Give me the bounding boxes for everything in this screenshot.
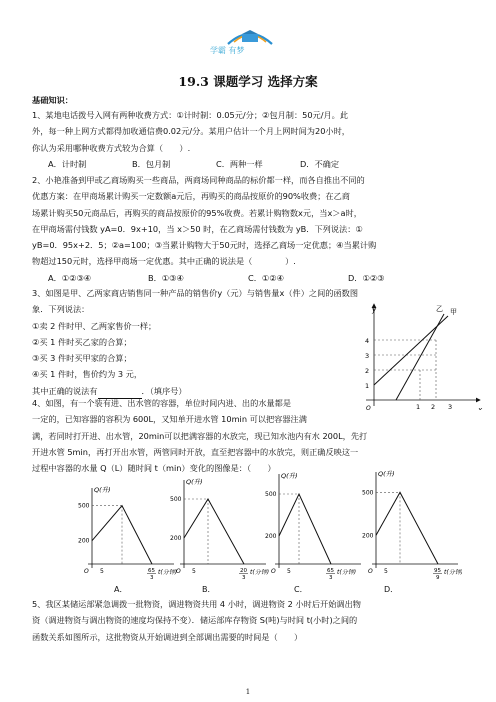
q1-option-d: D．不确定 — [300, 158, 340, 169]
q-axis-label: Q(升) — [186, 478, 203, 486]
q2-line: 场累计购买50元商品后，再购买的商品按原价的95%收费。若累计购物数x元，当x＞a时， — [32, 207, 362, 218]
tick-500: 500 — [78, 502, 90, 510]
tick-end-num: 65 — [148, 568, 155, 574]
svg-text:4: 4 — [365, 337, 370, 345]
q4-line: 满，若同时打开进、出水管，20min可以把满容器的水放完，现已知水池内有水 200L，先打 — [32, 430, 368, 441]
tick-end-den: 3 — [329, 575, 333, 580]
t-axis-label: t(分钟) — [444, 569, 462, 576]
q2-line: 2、小艳准备到甲或乙商场购买一些商品，两商场同种商品的标价都一样，而各自推出不同的 — [32, 175, 365, 185]
svg-text:2: 2 — [365, 367, 370, 375]
svg-text:1: 1 — [365, 382, 370, 390]
question-2 — [32, 172, 468, 286]
tick-5: 5 — [287, 568, 291, 575]
y-axis-label: y — [372, 306, 377, 314]
graph-letter-c: C． — [294, 585, 308, 594]
q5-line: 资（调进物资与调出物资的速度均保持不变）．储运部库存物资 S(吨)与时间 t(小时)之间的 — [32, 615, 358, 626]
q1-line: 1、某地电话拨号入网有两种收费方式：①计时制：0.05元/分；②包月制：50元/月。此 — [32, 110, 349, 120]
graph-letter-d: D． — [384, 585, 399, 594]
q4-graph-a[interactable] — [78, 480, 178, 584]
svg-text:3: 3 — [448, 403, 453, 410]
origin-label: O — [271, 568, 276, 575]
tick-200: 200 — [170, 535, 182, 542]
x-axis-label: x — [478, 406, 483, 410]
q4-line: 4、如图，有一个装有进、出水管的容器，单位时间内进、出的水量都是 — [32, 398, 292, 408]
tick-end-den: 3 — [150, 575, 154, 580]
page-number: 1 — [245, 688, 251, 696]
header-logo — [190, 22, 310, 56]
tick-end-den: 3 — [242, 575, 246, 580]
q4-graph-c[interactable] — [265, 466, 365, 584]
q2-options — [32, 270, 468, 286]
question-1 — [32, 107, 468, 172]
q2-line: yB=0．95x+2．5；②a=100；③当累计购物大于50元时，选择乙商场一定优惠；④当累计购 — [32, 240, 377, 251]
label-yi: 乙 — [436, 305, 443, 313]
origin-label: O — [176, 568, 181, 575]
t-axis-label: t(分钟) — [250, 569, 270, 576]
q4-line: 一定的，已知容器的容积为 600L，又知单开进水管 10min 可以把容器注满 — [32, 414, 307, 425]
svg-text:2: 2 — [431, 403, 436, 410]
tick-500: 500 — [362, 489, 374, 497]
tick-500: 500 — [170, 496, 182, 503]
q1-option-c: C．两种一样 — [216, 158, 263, 169]
q5-line: 函数关系如图所示，这批物资从开始调进到全部调出需要的时间是（ ） — [32, 631, 303, 642]
t-axis-label: t(分钟) — [337, 569, 357, 576]
tick-end-den: 9 — [436, 575, 440, 580]
q2-option-d: D．①②③ — [348, 272, 385, 283]
q2-option-a: A．①②③④ — [48, 272, 92, 283]
section-heading: 基础知识： — [32, 95, 73, 105]
q-axis-label: Q(升) — [378, 470, 395, 478]
q5-line: 5、我区某储运部紧急调拨一批物资，调进物资共用 4 小时，调进物资 2 小时后开始调出物 — [32, 599, 361, 609]
q3-line: ①卖 2 件时甲、乙两家售价一样； — [32, 320, 157, 331]
q4-graph-d[interactable] — [362, 464, 462, 584]
q4-graph-b[interactable] — [170, 472, 270, 584]
tick-200: 200 — [265, 533, 277, 540]
tick-end-num: 65 — [327, 568, 334, 574]
q2-option-c: C．①②④ — [248, 272, 284, 283]
tick-5: 5 — [100, 568, 104, 575]
svg-text:3: 3 — [365, 352, 370, 360]
q-curve — [376, 492, 438, 564]
origin-label: O — [84, 568, 89, 575]
question-5 — [32, 596, 468, 645]
q3-line: ③买 3 件时买甲家的合算； — [32, 353, 132, 364]
svg-text:1: 1 — [416, 403, 421, 410]
q3-last-suffix: ．（填序号） — [141, 385, 187, 396]
origin-label: O — [366, 405, 371, 410]
q1-option-b: B．包月制 — [132, 158, 171, 169]
q3-last-prefix: 其中正确的说法有 — [32, 385, 98, 396]
q-axis-label: Q(升) — [281, 472, 298, 480]
origin-label: O — [368, 568, 373, 575]
q4-line: 开进水管 5min，再打开出水管，两管同时开放，直至把容器中的水放完，则正确反映这一 — [32, 446, 359, 457]
t-axis-label: t(分钟) — [158, 569, 178, 576]
tick-200: 200 — [362, 532, 374, 540]
q4-line: 过程中容器的水量 Q（L）随时间 t（min）变化的图像是：（ ） — [32, 463, 276, 474]
tick-5: 5 — [384, 568, 388, 575]
q-axis-label: Q(升) — [94, 486, 111, 494]
q1-option-a: A．计时制 — [48, 158, 87, 169]
q3-line: 3、如图是甲、乙两家商店销售同一种产品的销售价y（元）与销售量x（件）之间的函数图 — [32, 288, 359, 298]
label-jia: 甲 — [450, 308, 457, 316]
graph-letter-a: A． — [114, 585, 128, 594]
page-title: 19.3 课题学习 选择方案 — [178, 74, 318, 89]
q-curve — [279, 494, 331, 564]
q3-line: ②买 1 件时买乙家的合算； — [32, 336, 132, 347]
logo-text: 学霸 有梦 — [210, 46, 245, 55]
q2-line: 在甲商场需付钱数 yA=0．9x+10，当 x＞50 时，在乙商场需付钱数为 yB．下列说法：① — [32, 223, 363, 234]
tick-end-num: 95 — [434, 568, 441, 574]
q1-options — [32, 156, 468, 172]
q-curve — [184, 499, 244, 564]
q2-line: 优惠方案：在甲商场累计购买一定数额a元后，再购买的商品按原价的90%收费；在乙商 — [32, 191, 350, 202]
graph-letter-b: B． — [202, 585, 216, 594]
q1-line: 你认为采用哪种收费方式较为合算（ ）. — [32, 142, 191, 153]
q2-line: 物超过150元时，选择甲商场一定优惠。其中正确的说法是（ ）. — [32, 256, 296, 267]
tick-end-num: 20 — [240, 568, 247, 574]
tick-5: 5 — [192, 568, 196, 575]
q3-line: ④买 1 件时，售价约为 3 元， — [32, 369, 143, 380]
tick-500: 500 — [265, 491, 277, 498]
q3-line: 象．下列说法： — [32, 304, 90, 315]
q2-option-b: B．①③④ — [148, 272, 184, 283]
tick-200: 200 — [78, 537, 90, 545]
q1-line: 外，每一种上网方式都得加收通信费0.02元/分。某用户估计一个月上网时间为20小时， — [32, 126, 350, 137]
